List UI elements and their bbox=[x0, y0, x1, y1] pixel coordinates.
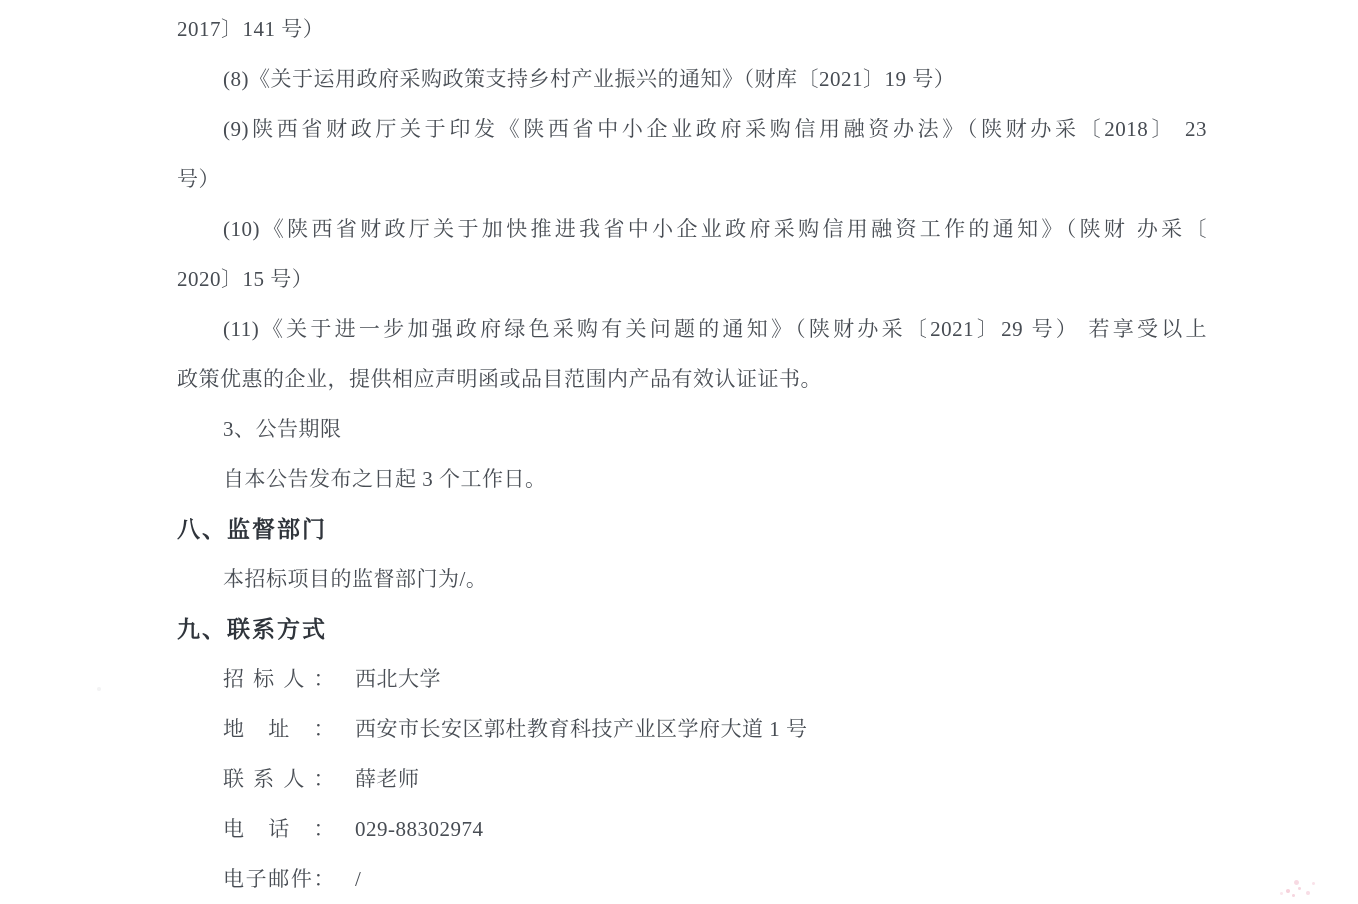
contact-value-contact-person: 薛老师 bbox=[355, 767, 420, 791]
scan-noise-speckle bbox=[1294, 880, 1299, 885]
contact-label-contact-person: 联系人： bbox=[223, 767, 335, 791]
doc-line-announcement-period-title: 3、公告期限 bbox=[223, 417, 342, 441]
doc-line-continuation-2017-141: 2017〕141 号） bbox=[177, 17, 325, 41]
contact-row-address bbox=[177, 704, 1207, 754]
contact-value-phone: 029-88302974 bbox=[355, 817, 484, 841]
document-text-block bbox=[177, 4, 1207, 904]
scan-noise-speckle bbox=[1298, 887, 1301, 890]
contact-label-phone: 电话： bbox=[223, 817, 335, 841]
contact-value-email: / bbox=[355, 867, 362, 891]
doc-line-item-9: (9)陕西省财政厅关于印发《陕西省中小企业政府采购信用融资办法》（陕财办采〔2018〕 23 bbox=[223, 117, 1207, 141]
contact-label-email: 电子邮件： bbox=[223, 867, 335, 891]
doc-line-item-11: (11)《关于进一步加强政府绿色采购有关问题的通知》（陕财办采〔2021〕29 号） 若享受以上 bbox=[223, 317, 1207, 341]
doc-line-item-8: (8)《关于运用政府采购政策支持乡村产业振兴的通知》（财库〔2021〕19 号） bbox=[223, 67, 956, 91]
scan-noise-speckle bbox=[1286, 889, 1290, 893]
contact-row-phone bbox=[177, 804, 1207, 854]
section-heading-contact-info: 九、联系方式 bbox=[177, 616, 327, 642]
scan-noise-speckle bbox=[1280, 892, 1283, 895]
doc-line-announcement-period-value: 自本公告发布之日起 3 个工作日。 bbox=[223, 467, 547, 491]
contact-row-email bbox=[177, 854, 1207, 904]
doc-line-continuation-2020-15: 2020〕15 号） bbox=[177, 267, 314, 291]
scan-noise-speckle bbox=[1292, 894, 1295, 897]
contact-row-contact-person bbox=[177, 754, 1207, 804]
doc-line-item-10: (10)《陕西省财政厅关于加快推进我省中小企业政府采购信用融资工作的通知》（陕财 办采〔 bbox=[223, 217, 1207, 241]
contact-value-tenderer: 西北大学 bbox=[355, 667, 441, 691]
doc-line-policy-continuation: 政策优惠的企业，提供相应声明函或品目范围内产品有效认证证书。 bbox=[177, 367, 822, 391]
section-heading-supervision-dept: 八、监督部门 bbox=[177, 516, 327, 542]
scan-noise-speckle bbox=[1306, 891, 1310, 895]
contact-label-address: 地址： bbox=[223, 717, 335, 741]
doc-line-continuation-hao: 号） bbox=[177, 167, 220, 191]
contact-value-address: 西安市长安区郭杜教育科技产业区学府大道 1 号 bbox=[355, 717, 808, 741]
scan-noise-speckle bbox=[97, 687, 101, 691]
scan-noise-speckle bbox=[1312, 882, 1315, 885]
contact-row-tenderer bbox=[177, 654, 1207, 704]
contact-label-tenderer: 招标人： bbox=[223, 667, 335, 691]
doc-line-supervision-dept-value: 本招标项目的监督部门为/。 bbox=[223, 567, 488, 591]
